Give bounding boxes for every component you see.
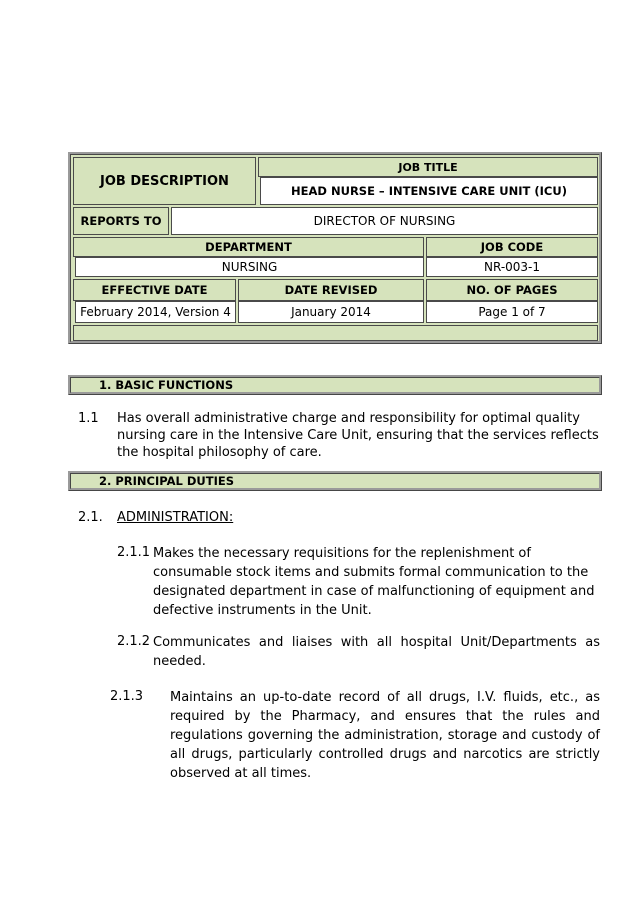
reports-to-label: REPORTS TO xyxy=(73,207,169,235)
pages-label: NO. OF PAGES xyxy=(426,279,598,301)
subsection-number-2-1: 2.1. xyxy=(78,510,103,525)
item-number-2-1-1: 2.1.1 xyxy=(117,545,151,560)
item-text-1-1: Has overall administrative charge and responsibility for optimal quality nursing care in the Intensive Care Unit, ensuring that the services reflects the hospital philosophy of care. xyxy=(117,411,599,460)
date-revised-value: January 2014 xyxy=(238,301,424,323)
item-text-2-1-2: Communicates and liaises with all hospital Unit/Departments as needed. xyxy=(153,635,600,669)
header-footer-strip xyxy=(73,325,598,341)
effective-date-label: EFFECTIVE DATE xyxy=(73,279,236,301)
section-basic-functions-heading: 1. BASIC FUNCTIONS xyxy=(68,375,602,395)
item-number-2-1-3: 2.1.3 xyxy=(110,689,144,704)
job-code-value: NR-003-1 xyxy=(426,257,598,277)
item-text-2-1-1: Makes the necessary requisitions for the replenishment of consumable stock items and submits formal communication to the designated department in case of malfunctioning of equipment and defective instruments in the Unit. xyxy=(153,546,595,618)
subsection-title-administration: ADMINISTRATION: xyxy=(117,510,234,525)
job-header-table xyxy=(68,152,602,344)
department-label: DEPARTMENT xyxy=(73,237,424,257)
job-description-label: JOB DESCRIPTION xyxy=(73,157,256,205)
section-principal-duties-heading: 2. PRINCIPAL DUTIES xyxy=(68,471,602,491)
pages-value: Page 1 of 7 xyxy=(426,301,598,323)
department-value: NURSING xyxy=(75,257,424,277)
item-number-2-1-2: 2.1.2 xyxy=(117,634,151,649)
job-code-label: JOB CODE xyxy=(426,237,598,257)
date-revised-label: DATE REVISED xyxy=(238,279,424,301)
job-title-value: HEAD NURSE – INTENSIVE CARE UNIT (ICU) xyxy=(260,177,598,205)
item-text-2-1-3: Maintains an up-to-date record of all drugs, I.V. fluids, etc., as required by the Pharmacy, and ensures that the rules and regulations governing the administration, storage and custody of all drugs, particularly controlled drugs and narcotics are strictly observed at all times. xyxy=(170,690,600,781)
reports-to-value: DIRECTOR OF NURSING xyxy=(171,207,598,235)
job-title-label: JOB TITLE xyxy=(258,157,598,177)
item-number-1-1: 1.1 xyxy=(78,411,99,426)
effective-date-value: February 2014, Version 4 xyxy=(75,301,236,323)
